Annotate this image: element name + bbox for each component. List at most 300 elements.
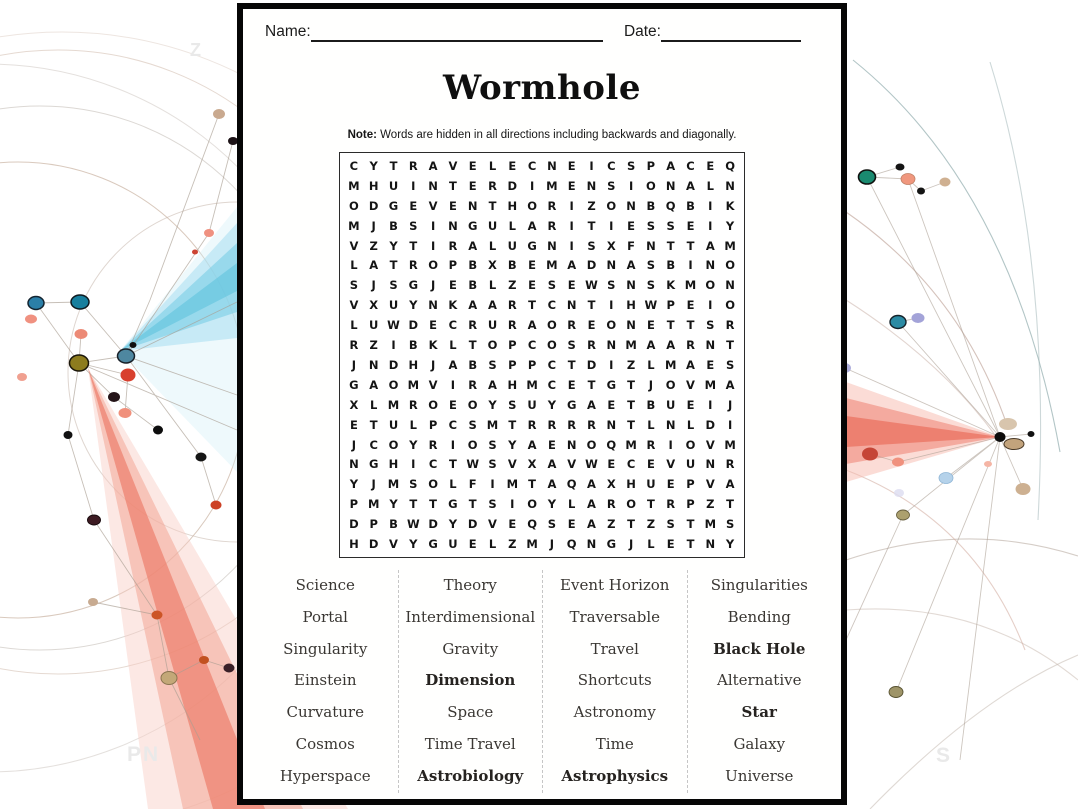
grid-cell: T — [488, 198, 497, 213]
grid-cell: P — [527, 357, 537, 372]
note — [243, 129, 841, 142]
grid-cell: R — [587, 338, 596, 353]
grid-cell: O — [646, 178, 656, 193]
grid-cell: S — [409, 218, 418, 233]
grid-cell: D — [467, 517, 478, 532]
grid-cell: S — [468, 417, 477, 432]
date-blank-line — [661, 23, 801, 42]
grid-cell: P — [448, 258, 458, 273]
grid-cell: Y — [547, 397, 557, 412]
grid-cell: I — [411, 457, 416, 472]
grid-cell: L — [647, 417, 655, 432]
grid-cell: I — [668, 437, 673, 452]
ellipse-decoration — [71, 295, 89, 309]
grid-cell: R — [527, 417, 537, 432]
grid-cell: S — [706, 318, 715, 333]
word-list-item: Alternative — [717, 671, 802, 690]
grid-cell: N — [547, 238, 557, 253]
word-list-item: Time Travel — [424, 734, 516, 753]
grid-cell: E — [587, 318, 596, 333]
grid-cell: D — [428, 517, 438, 532]
grid-cell: D — [408, 318, 419, 333]
ellipse-decoration — [940, 178, 951, 187]
ellipse-decoration — [1016, 483, 1031, 495]
grid-cell: Z — [587, 198, 596, 213]
grid-cell: R — [408, 397, 418, 412]
grid-cell: V — [666, 457, 676, 472]
ellipse-decoration — [130, 342, 137, 348]
grid-cell: N — [586, 178, 597, 193]
grid-cell: T — [686, 318, 695, 333]
grid-cell: L — [488, 278, 497, 293]
grid-cell: V — [389, 537, 398, 552]
grid-cell: A — [587, 397, 596, 412]
grid-cell: D — [368, 198, 379, 213]
ellipse-decoration — [224, 664, 235, 673]
grid-cell: K — [666, 278, 676, 293]
grid-cell: Y — [409, 437, 418, 452]
grid-cell: W — [387, 318, 400, 333]
note-label: Note: — [347, 129, 377, 141]
grid-cell: Y — [488, 397, 497, 412]
ellipse-decoration — [75, 329, 88, 339]
grid-cell: T — [627, 397, 636, 412]
grid-cell: V — [349, 238, 359, 253]
grid-cell: E — [468, 537, 477, 552]
grid-cell: J — [351, 357, 357, 372]
grid-cell: T — [587, 377, 596, 392]
path-decoration — [846, 539, 1078, 560]
grid-cell: Y — [547, 497, 557, 512]
grid-cell: Z — [607, 517, 616, 532]
grid-cell: A — [547, 457, 557, 472]
grid-cell: O — [626, 497, 636, 512]
grid-cell: U — [487, 318, 498, 333]
grid-cell: Z — [369, 238, 378, 253]
grid-cell: O — [685, 437, 696, 452]
grid-cell: L — [647, 357, 655, 372]
grid-cell: V — [488, 517, 497, 532]
grid-cell: P — [646, 158, 656, 173]
grid-cell: N — [626, 198, 636, 213]
grid-cell: T — [528, 298, 537, 313]
grid-cell: P — [666, 298, 675, 313]
grid-cell: K — [448, 298, 458, 313]
grid-cell: L — [449, 338, 457, 353]
grid-cell: B — [686, 198, 695, 213]
grid-cell: S — [607, 278, 616, 293]
word-list-column-4 — [687, 570, 832, 793]
grid-cell: I — [529, 178, 535, 193]
background-letter-bottom-left: PN — [127, 743, 161, 766]
word-list-item: Black Hole — [713, 639, 806, 658]
grid-cell: I — [688, 258, 693, 273]
grid-cell: O — [725, 258, 735, 273]
grid-cell: H — [626, 477, 636, 492]
grid-cell: A — [646, 338, 656, 353]
grid-cell: T — [726, 338, 735, 353]
grid-cell: E — [567, 158, 576, 173]
grid-cell: Z — [369, 338, 378, 353]
word-list-item: Portal — [302, 607, 348, 626]
grid-cell: T — [627, 417, 636, 432]
grid-cell: Z — [508, 278, 517, 293]
grid-cell: L — [370, 397, 378, 412]
grid-cell: X — [527, 457, 537, 472]
grid-cell: S — [666, 218, 675, 233]
word-list-item: Traversable — [569, 607, 661, 626]
grid-cell: S — [567, 338, 576, 353]
page-title: Wormhole — [443, 68, 641, 108]
grid-cell: T — [686, 517, 695, 532]
ellipse-decoration — [211, 501, 222, 510]
grid-cell: M — [407, 377, 420, 392]
grid-cell: Z — [706, 497, 715, 512]
grid-cell: L — [488, 158, 497, 173]
worksheet-page — [237, 3, 847, 805]
ellipse-decoration — [1028, 431, 1035, 437]
grid-cell: L — [647, 537, 655, 552]
grid-cell: N — [725, 178, 735, 193]
grid-cell: T — [666, 318, 675, 333]
grid-cell: T — [587, 218, 596, 233]
grid-cell: C — [428, 457, 438, 472]
grid-cell: G — [428, 537, 438, 552]
grid-cell: N — [606, 417, 617, 432]
grid-cell: M — [387, 477, 400, 492]
grid-cell: A — [488, 377, 497, 392]
word-list-item: Theory — [443, 576, 497, 594]
ellipse-decoration — [88, 598, 98, 606]
grid-cell: W — [406, 517, 420, 532]
grid-cell: A — [567, 258, 577, 273]
grid-cell: O — [487, 338, 498, 353]
grid-cell: R — [646, 437, 656, 452]
grid-cell: O — [586, 437, 597, 452]
grid-cell: S — [488, 357, 497, 372]
grid-cell: R — [606, 497, 616, 512]
grid-cell: K — [428, 338, 438, 353]
grid-cell: O — [665, 377, 676, 392]
grid-cell: C — [626, 457, 636, 472]
grid-cell: M — [526, 377, 538, 392]
grid-cell: A — [488, 298, 497, 313]
grid-cell: T — [429, 497, 438, 512]
grid-cell: N — [428, 298, 438, 313]
grid-cell: I — [708, 298, 713, 313]
grid-cell: G — [388, 198, 399, 213]
grid-cell: B — [468, 258, 478, 273]
grid-cell: L — [409, 417, 417, 432]
grid-cell: E — [528, 258, 537, 273]
grid-cell: L — [449, 477, 457, 492]
grid-cell: P — [349, 497, 359, 512]
grid-cell: Y — [389, 497, 398, 512]
word-list-item: Star — [741, 703, 777, 722]
grid-cell: L — [568, 497, 576, 512]
grid-cell: T — [508, 417, 517, 432]
grid-cell: D — [586, 258, 597, 273]
ellipse-decoration — [64, 431, 73, 439]
grid-cell: X — [488, 258, 497, 273]
grid-cell: N — [626, 278, 636, 293]
grid-cell: L — [706, 178, 714, 193]
grid-cell: V — [448, 158, 458, 173]
ellipse-decoration — [121, 369, 136, 382]
grid-cell: R — [468, 318, 478, 333]
grid-cell: R — [507, 298, 517, 313]
grid-cell: E — [646, 457, 655, 472]
grid-cell: I — [391, 338, 396, 353]
grid-cell: E — [646, 318, 655, 333]
date-label: Date: — [623, 23, 661, 40]
grid-cell: Y — [349, 477, 359, 492]
grid-cell: S — [488, 497, 497, 512]
grid-cell: O — [547, 338, 557, 353]
word-list-item: Curvature — [286, 703, 364, 722]
grid-cell: N — [705, 258, 716, 273]
grid-cell: E — [448, 198, 457, 213]
grid-cell: E — [567, 517, 576, 532]
grid-cell: U — [388, 178, 399, 193]
grid-cell: C — [448, 318, 458, 333]
ellipse-decoration — [917, 188, 925, 195]
grid-cell: D — [368, 537, 379, 552]
grid-cell: Q — [606, 437, 617, 452]
grid-cell: I — [569, 198, 574, 213]
grid-cell: V — [705, 437, 715, 452]
grid-cell: N — [547, 158, 557, 173]
grid-cell: E — [409, 198, 418, 213]
ellipse-decoration — [890, 316, 906, 329]
grid-cell: S — [389, 278, 398, 293]
grid-cell: R — [468, 377, 478, 392]
grid-cell: J — [351, 437, 357, 452]
grid-cell: G — [527, 238, 537, 253]
grid-cell: M — [625, 437, 637, 452]
grid-cell: S — [349, 278, 359, 293]
grid-cell: M — [664, 357, 677, 372]
grid-cell: M — [704, 377, 717, 392]
grid-cell: T — [468, 338, 477, 353]
grid-cell: E — [468, 158, 477, 173]
grid-cell: E — [468, 178, 477, 193]
grid-cell: N — [368, 357, 379, 372]
ellipse-decoration — [161, 672, 177, 685]
grid-cell: B — [666, 258, 676, 273]
word-list-item: Universe — [725, 766, 794, 785]
grid-cell: I — [589, 158, 594, 173]
ellipse-decoration — [897, 510, 910, 520]
grid-cell: E — [706, 357, 715, 372]
grid-cell: S — [547, 517, 557, 532]
grid-cell: T — [567, 357, 576, 372]
grid-cell: E — [686, 298, 695, 313]
grid-cell: S — [547, 278, 557, 293]
grid-cell: S — [626, 158, 636, 173]
grid-cell: A — [527, 218, 537, 233]
grid-cell: T — [448, 457, 457, 472]
grid-cell: U — [527, 397, 537, 412]
grid-cell: G — [349, 377, 359, 392]
grid-cell: O — [428, 397, 438, 412]
grid-cell: E — [567, 377, 576, 392]
grid-cell: T — [627, 377, 636, 392]
grid-cell: Y — [389, 238, 398, 253]
grid-cell: R — [567, 318, 577, 333]
grid-cell: G — [467, 218, 478, 233]
grid-cell: J — [648, 377, 654, 392]
grid-cell: A — [725, 377, 735, 392]
grid-cell: N — [349, 457, 359, 472]
word-list-column-2 — [398, 570, 543, 793]
background-letter-bottom-right: S — [936, 744, 951, 767]
grid-cell: F — [627, 238, 636, 253]
grid-cell: A — [725, 477, 735, 492]
grid-cell: T — [627, 517, 636, 532]
grid-cell: D — [705, 417, 716, 432]
grid-cell: O — [725, 298, 735, 313]
grid-cell: E — [508, 517, 517, 532]
grid-cell: V — [428, 198, 438, 213]
grid-cell: Z — [646, 517, 656, 532]
ellipse-decoration — [196, 453, 207, 462]
grid-cell: B — [507, 258, 517, 273]
grid-cell: M — [387, 397, 400, 412]
grid-cell: C — [547, 357, 557, 372]
ellipse-decoration — [119, 408, 132, 418]
grid-cell: N — [586, 537, 597, 552]
grid-cell: Y — [448, 517, 458, 532]
grid-cell: D — [388, 357, 399, 372]
ellipse-decoration — [939, 473, 953, 484]
grid-cell: S — [646, 258, 656, 273]
grid-cell: N — [665, 178, 676, 193]
grid-cell: O — [349, 198, 359, 213]
grid-cell: S — [646, 278, 656, 293]
grid-cell: G — [408, 278, 419, 293]
ellipse-decoration — [192, 250, 198, 255]
grid-cell: R — [587, 417, 596, 432]
grid-cell: I — [430, 218, 436, 233]
grid-cell: C — [547, 377, 557, 392]
grid-cell: M — [724, 238, 736, 253]
word-list-item: Astrophysics — [561, 766, 669, 785]
grid-cell: A — [587, 517, 596, 532]
ellipse-decoration — [70, 355, 89, 371]
ellipse-decoration — [1004, 439, 1024, 450]
grid-cell: E — [547, 437, 556, 452]
grid-cell: Q — [725, 158, 735, 173]
grid-cell: Y — [369, 158, 378, 173]
grid-cell: O — [428, 258, 438, 273]
ellipse-decoration — [894, 489, 904, 497]
grid-cell: A — [527, 437, 537, 452]
grid-cell: B — [408, 338, 418, 353]
ellipse-decoration — [995, 432, 1006, 442]
grid-cell: X — [606, 477, 616, 492]
grid-cell: N — [705, 537, 716, 552]
grid-cell: M — [546, 178, 558, 193]
grid-cell: I — [490, 477, 495, 492]
path-decoration — [853, 60, 1060, 452]
grid-cell: H — [408, 357, 419, 372]
grid-cell: V — [507, 457, 517, 472]
grid-cell: P — [508, 338, 517, 353]
grid-cell: J — [371, 477, 376, 492]
grid-cell: A — [547, 477, 557, 492]
grid-cell: A — [369, 258, 379, 273]
grid-cell: J — [628, 537, 634, 552]
grid-cell: A — [686, 357, 695, 372]
grid-cell: R — [725, 457, 735, 472]
grid-cell: G — [606, 537, 617, 552]
grid-cell: O — [388, 437, 399, 452]
grid-cell: H — [507, 198, 518, 213]
grid-cell: T — [389, 158, 398, 173]
grid-cell: U — [388, 417, 399, 432]
grid-cell: S — [409, 477, 418, 492]
grid-cell: E — [627, 218, 636, 233]
grid-cell: R — [507, 318, 517, 333]
grid-cell: U — [666, 397, 676, 412]
grid-cell: E — [706, 158, 715, 173]
grid-cell: E — [567, 178, 576, 193]
grid-cell: I — [450, 437, 456, 452]
ellipse-decoration — [912, 313, 925, 323]
grid-cell: R — [448, 238, 458, 253]
grid-cell: T — [468, 497, 477, 512]
grid-cell: T — [666, 238, 675, 253]
grid-cell: S — [488, 457, 497, 472]
word-list-item: Dimension — [425, 671, 516, 690]
grid-cell: G — [606, 377, 617, 392]
grid-cell: I — [708, 218, 713, 233]
grid-cell: R — [488, 178, 497, 193]
worksheet-header — [265, 23, 801, 42]
grid-cell: A — [587, 497, 596, 512]
grid-cell: L — [508, 218, 516, 233]
path-decoration — [68, 363, 94, 520]
grid-cell: B — [468, 357, 478, 372]
grid-cell: A — [705, 238, 715, 253]
grid-cell: G — [368, 457, 379, 472]
grid-cell: U — [685, 457, 696, 472]
word-list-item: Shortcuts — [577, 671, 652, 690]
ellipse-decoration — [199, 656, 209, 664]
grid-cell: M — [367, 497, 380, 512]
grid-cell: N — [646, 238, 656, 253]
grid-cell: W — [466, 457, 480, 472]
grid-cell: E — [429, 318, 438, 333]
grid-cell: L — [488, 238, 497, 253]
grid-cell: E — [666, 537, 675, 552]
beam-red-right — [846, 382, 1000, 482]
ellipse-decoration — [896, 164, 905, 171]
grid-cell: C — [527, 338, 537, 353]
grid-cell: U — [369, 318, 379, 333]
grid-cell: Q — [665, 198, 676, 213]
grid-cell: M — [486, 417, 499, 432]
grid-cell: Q — [566, 537, 577, 552]
ellipse-decoration — [118, 349, 135, 363]
grid-cell: I — [708, 198, 713, 213]
word-list-item: Cosmos — [295, 734, 355, 753]
grid-cell: I — [628, 178, 634, 193]
grid-cell: D — [586, 357, 597, 372]
grid-cell: Q — [527, 517, 537, 532]
grid-cell: J — [727, 397, 733, 412]
